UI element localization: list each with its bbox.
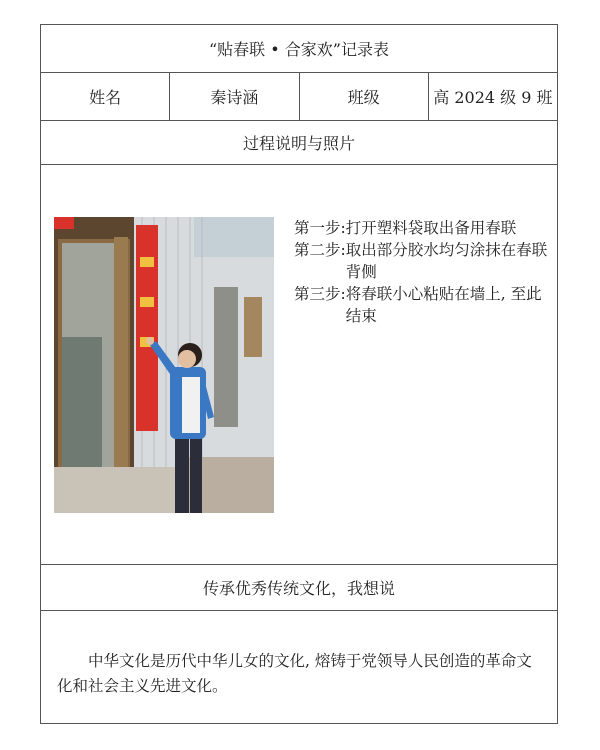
step-label: 第一步: (294, 219, 346, 237)
step-text: 取出部分胶水均匀涂抹在春联背侧 (345, 241, 548, 281)
process-section-title: 过程说明与照片 (41, 121, 557, 165)
activity-photo (54, 217, 274, 513)
step-text: 打开塑料袋取出备用春联 (345, 219, 517, 237)
form-title: “贴春联 • 合家欢”记录表 (41, 25, 557, 73)
essay-section (41, 611, 557, 723)
photo-illustration (54, 217, 274, 513)
class-label: 班级 (300, 73, 429, 120)
class-value: 高 2024 级 9 班 (433, 88, 553, 107)
step-2 (294, 239, 552, 283)
steps-list (294, 217, 552, 327)
step-label: 第二步: (294, 241, 346, 259)
essay-text: 中华文化是历代中华儿女的文化, 熔铸于党领导人民创造的革命文化和社会主义先进文化。 (57, 652, 532, 695)
step-text: 将春联小心粘贴在墙上, 至此结束 (345, 285, 542, 325)
process-section (41, 165, 557, 565)
step-1 (294, 217, 552, 239)
culture-section-title: 传承优秀传统文化，我想说 (41, 565, 557, 611)
info-row (41, 73, 557, 121)
name-value: 秦诗涵 (170, 73, 299, 120)
step-3 (294, 283, 552, 327)
step-label: 第三步: (294, 285, 346, 303)
record-form (40, 24, 558, 724)
name-label: 姓名 (41, 73, 170, 120)
